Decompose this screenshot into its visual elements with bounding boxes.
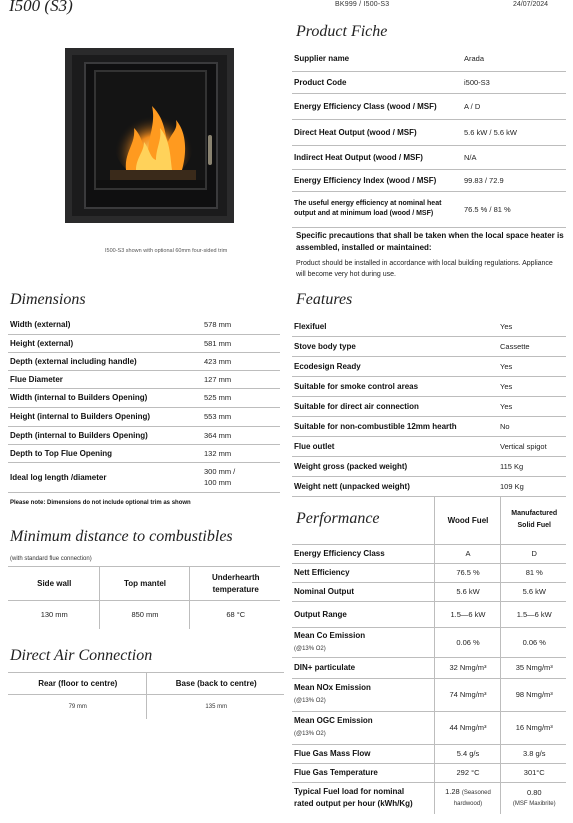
msf-value: 16 Nmg/m³ xyxy=(500,711,566,744)
msf-value: D xyxy=(500,544,566,563)
row-value: Yes xyxy=(498,376,566,396)
table-row xyxy=(8,444,280,462)
row-label xyxy=(292,627,434,657)
msf-value: 35 Nmg/m³ xyxy=(500,657,566,678)
row-label: Width (external) xyxy=(8,316,202,334)
table-row xyxy=(292,601,566,627)
row-label-main: Mean OGC Emission xyxy=(294,716,373,725)
header-underhearth: Underhearth temperature xyxy=(189,567,280,601)
log-diameter-value: 100 mm xyxy=(204,478,232,487)
document-code: BK999 / I500-S3 xyxy=(335,1,390,8)
table-row xyxy=(292,317,566,336)
wood-value: 5.6 kW xyxy=(434,582,500,601)
table-row xyxy=(292,436,566,456)
table-row xyxy=(8,601,280,629)
row-label: Height (external) xyxy=(8,334,202,352)
msf-value: 98 Nmg/m³ xyxy=(500,678,566,711)
row-label: Flue Gas Temperature xyxy=(292,763,434,782)
row-label-main: Mean NOx Emission xyxy=(294,683,371,692)
wood-value: 74 Nmg/m³ xyxy=(434,678,500,711)
row-label: Depth (external including handle) xyxy=(8,352,202,370)
top-mantel-value: 850 mm xyxy=(99,601,189,629)
wood-value: 292 °C xyxy=(434,763,500,782)
wood-value: A xyxy=(434,544,500,563)
features-table xyxy=(292,317,566,497)
table-row xyxy=(8,370,280,388)
row-label: Stove body type xyxy=(292,336,498,356)
row-label: Product Code xyxy=(292,71,462,93)
row-label: Flue Gas Mass Flow xyxy=(292,744,434,763)
document-date: 24/07/2024 xyxy=(513,1,549,8)
table-row xyxy=(292,544,566,563)
row-value xyxy=(202,462,280,492)
row-label: Supplier name xyxy=(292,47,462,71)
table-row xyxy=(8,352,280,370)
row-value: A / D xyxy=(462,93,566,119)
performance-table xyxy=(292,497,566,814)
wood-value: 44 Nmg/m³ xyxy=(434,711,500,744)
direct-air-table xyxy=(8,672,284,719)
wood-value: 5.4 g/s xyxy=(434,744,500,763)
row-label: Indirect Heat Output (wood / MSF) xyxy=(292,145,462,169)
dimensions-table xyxy=(8,316,280,493)
base-value: 135 mm xyxy=(146,695,284,719)
row-value: Cassette xyxy=(498,336,566,356)
table-row xyxy=(292,119,566,145)
row-label: Suitable for direct air connection xyxy=(292,396,498,416)
table-row xyxy=(8,462,280,492)
row-label: Ecodesign Ready xyxy=(292,356,498,376)
row-label: Weight gross (packed weight) xyxy=(292,456,498,476)
side-wall-value: 130 mm xyxy=(40,610,68,620)
table-row xyxy=(292,563,566,582)
row-value: i500-S3 xyxy=(462,71,566,93)
row-label: Width (internal to Builders Opening) xyxy=(8,388,202,407)
wood-value: 1.5—6 kW xyxy=(434,601,500,627)
wood-value: 0.06 % xyxy=(434,627,500,657)
table-row xyxy=(292,763,566,782)
msf-fuel-load: 0.80 xyxy=(526,787,542,797)
row-label xyxy=(292,678,434,711)
table-row xyxy=(292,356,566,376)
row-value: 99.83 / 72.9 xyxy=(462,169,566,191)
wood-value: 76.5 % xyxy=(434,563,500,582)
table-row xyxy=(292,71,566,93)
row-label: Flexifuel xyxy=(292,317,498,336)
table-row xyxy=(292,582,566,601)
precautions-text: Product should be installed in accordance with local building regulations. Appliance will become very hot during use. xyxy=(296,260,553,278)
table-row xyxy=(8,316,280,334)
table-row xyxy=(292,744,566,763)
page-title: I500 (S3) xyxy=(9,0,73,15)
row-label-sub: (@13% O2) xyxy=(294,645,326,652)
row-value: 127 mm xyxy=(202,370,280,388)
table-row xyxy=(292,497,566,544)
row-label xyxy=(292,711,434,744)
msf-value: 5.6 kW xyxy=(500,582,566,601)
row-value: No xyxy=(498,416,566,436)
row-value: 115 Kg xyxy=(498,456,566,476)
row-label: The useful energy efficiency at nominal heat output and at minimum load (wood / MSF) xyxy=(292,191,462,227)
row-label xyxy=(292,782,434,814)
row-label: Energy Efficiency Class (wood / MSF) xyxy=(292,93,462,119)
row-label: Energy Efficiency Class xyxy=(292,544,434,563)
table-row xyxy=(292,47,566,71)
rear-value: 79 mm xyxy=(68,703,87,710)
header-side-wall: Side wall xyxy=(8,567,99,601)
row-label: Weight nett (unpacked weight) xyxy=(292,476,498,496)
wood-value xyxy=(434,782,500,814)
msf-value: 1.5—6 kW xyxy=(500,601,566,627)
row-label: Output Range xyxy=(292,601,434,627)
row-value: Yes xyxy=(498,396,566,416)
header-wood-fuel: Wood Fuel xyxy=(434,497,500,544)
performance-title: Performance xyxy=(296,510,380,527)
table-row xyxy=(292,336,566,356)
direct-air-title: Direct Air Connection xyxy=(10,647,153,664)
row-label: Energy Efficiency Index (wood / MSF) xyxy=(292,169,462,191)
row-label: Nominal Output xyxy=(292,582,434,601)
image-caption: I500-S3 shown with optional 60mm four-sided trim xyxy=(105,248,228,254)
table-row xyxy=(292,711,566,744)
min-distance-title: Minimum distance to combustibles xyxy=(10,528,233,545)
underhearth-value: 68 °C xyxy=(189,601,280,629)
row-value: 5.6 kW / 5.6 kW xyxy=(462,119,566,145)
row-label: Direct Heat Output (wood / MSF) xyxy=(292,119,462,145)
row-value: 553 mm xyxy=(202,407,280,426)
table-row xyxy=(292,145,566,169)
row-value: Yes xyxy=(498,356,566,376)
table-row xyxy=(292,93,566,119)
table-row xyxy=(292,657,566,678)
log-length-value: 300 mm / xyxy=(204,467,236,476)
row-value: Yes xyxy=(498,317,566,336)
min-distance-subtitle: (with standard flue connection) xyxy=(10,556,92,562)
row-label: Height (internal to Builders Opening) xyxy=(8,407,202,426)
table-row xyxy=(292,396,566,416)
product-fiche-title: Product Fiche xyxy=(296,23,388,40)
wood-fuel-load: 1.28 xyxy=(445,787,460,797)
door-handle xyxy=(208,135,212,165)
row-label: Ideal log length /diameter xyxy=(8,462,202,492)
row-value: Arada xyxy=(462,47,566,71)
row-label-line2: rated output per hour (kWh/Kg) xyxy=(294,799,413,809)
features-title: Features xyxy=(296,291,353,308)
table-row xyxy=(8,334,280,352)
row-label-sub: (@13% O2) xyxy=(294,731,326,737)
header-rear: Rear (floor to centre) xyxy=(8,673,146,695)
fire-icon xyxy=(96,72,207,190)
table-row xyxy=(292,456,566,476)
table-row xyxy=(8,567,280,601)
table-row xyxy=(8,695,284,719)
dimensions-title: Dimensions xyxy=(10,291,86,308)
row-value: 581 mm xyxy=(202,334,280,352)
row-label: Suitable for smoke control areas xyxy=(292,376,498,396)
table-row xyxy=(292,678,566,711)
table-row xyxy=(292,627,566,657)
row-value: 132 mm xyxy=(202,444,280,462)
product-fiche-table xyxy=(292,47,566,228)
table-row xyxy=(292,169,566,191)
header-base: Base (back to centre) xyxy=(146,673,284,695)
header-msf-line1: Manufactured xyxy=(511,510,558,518)
row-label: DIN+ particulate xyxy=(292,657,434,678)
row-value: 525 mm xyxy=(202,388,280,407)
table-row xyxy=(8,388,280,407)
stove-glass xyxy=(94,70,207,190)
msf-value: 3.8 g/s xyxy=(500,744,566,763)
msf-value: 301°C xyxy=(500,763,566,782)
msf-value: 81 % xyxy=(500,563,566,582)
row-label: Flue outlet xyxy=(292,436,498,456)
table-row xyxy=(8,407,280,426)
row-label: Depth (internal to Builders Opening) xyxy=(8,426,202,444)
row-label-line1: Typical Fuel load for nominal xyxy=(294,787,405,797)
row-value: N/A xyxy=(462,145,566,169)
msf-value xyxy=(500,782,566,814)
table-row xyxy=(8,426,280,444)
row-label: Suitable for non-combustible 12mm hearth xyxy=(292,416,498,436)
table-row xyxy=(292,476,566,496)
wood-value: 32 Nmg/m³ xyxy=(434,657,500,678)
row-value: 364 mm xyxy=(202,426,280,444)
row-value: 423 mm xyxy=(202,352,280,370)
table-row xyxy=(292,416,566,436)
row-value: Vertical spigot xyxy=(498,436,566,456)
table-row xyxy=(8,673,284,695)
table-row xyxy=(292,191,566,227)
header-top-mantel: Top mantel xyxy=(99,567,189,601)
msf-fuel-note: (MSF Maxibrite) xyxy=(512,800,556,807)
row-label: Flue Diameter xyxy=(8,370,202,388)
header-msf xyxy=(500,497,566,544)
row-value: 109 Kg xyxy=(498,476,566,496)
dimensions-note: Please note: Dimensions do not include optional trim as shown xyxy=(10,500,191,506)
row-value: 76.5 % / 81 % xyxy=(462,191,566,227)
table-row xyxy=(292,376,566,396)
msf-value: 0.06 % xyxy=(500,627,566,657)
precautions-title: Specific precautions that shall be taken when the local space heater is assembled, installed or maintained: xyxy=(296,231,564,252)
min-distance-table xyxy=(8,566,280,629)
row-label-sub: (@13% O2) xyxy=(294,698,326,704)
wood-fuel-note: (Seasoned hardwood) xyxy=(453,790,491,808)
table-row xyxy=(292,782,566,814)
row-value: 578 mm xyxy=(202,316,280,334)
header-msf-line2: Solid Fuel xyxy=(517,522,551,530)
row-label: Nett Efficiency xyxy=(292,563,434,582)
row-label: Depth to Top Flue Opening xyxy=(8,444,202,462)
row-label-main: Mean Co Emission xyxy=(294,630,366,640)
